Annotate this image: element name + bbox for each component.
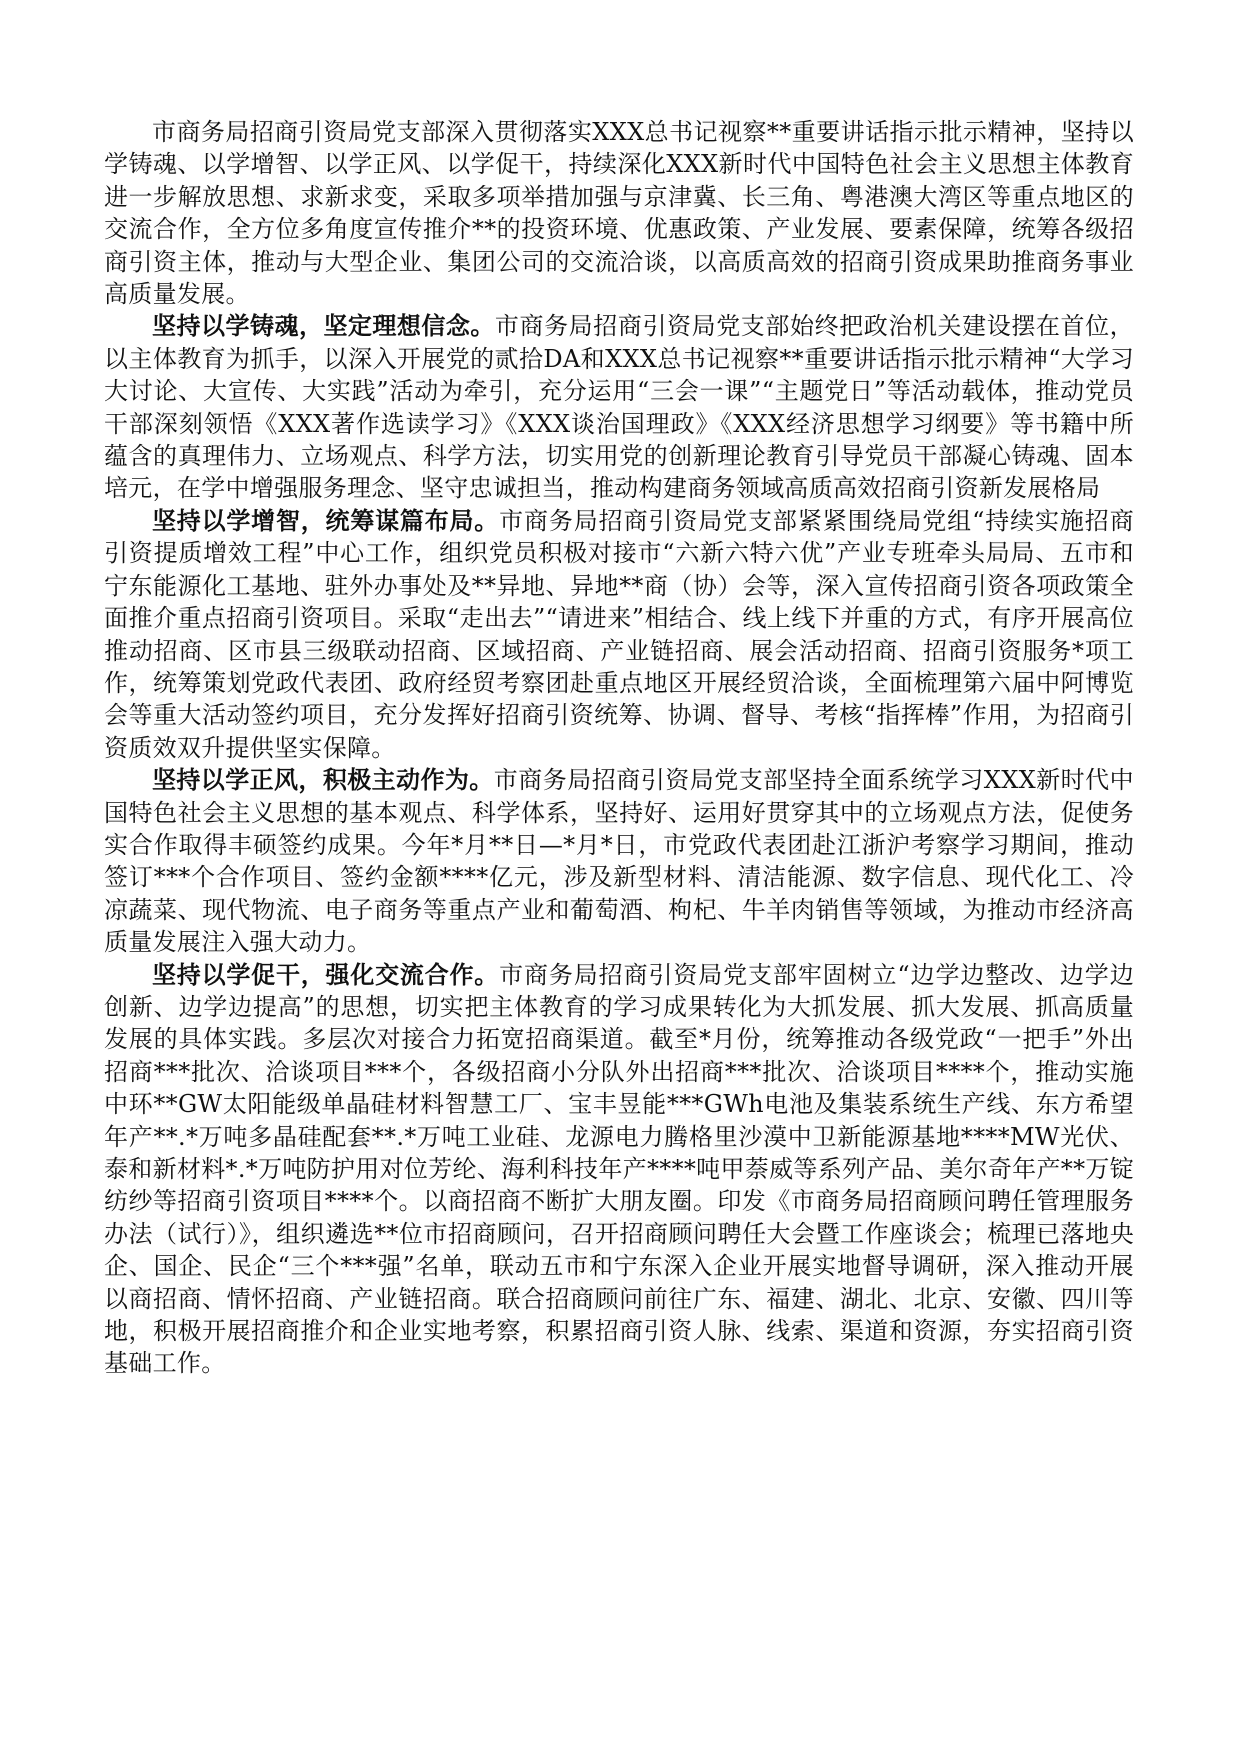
section-paragraph-1 [104, 310, 1134, 504]
section-paragraph-4 [104, 959, 1134, 1380]
paragraph-text: 市商务局招商引资局党支部牢固树立“边学边整改、边学边创新、边学边提高”的思想，切实把主体教育的学习成果转化为大抓发展、抓大发展、抓高质量发展的具体实践。多层次对接合力拓宽招商渠道。截至*月份，统筹推动各级党政“一把手”外出招商***批次、洽谈项目***个，各级招商小分队外出招商***批次、洽谈项目****个，推动实施中环**GW太阳能级单晶硅材料智慧工厂、宝丰昱能***GWh电池及集装系统生产线、东方希望年产**.*万吨多晶硅配套**.*万吨工业硅、龙源电力腾格里沙漠中卫新能源基地****MW光伏、泰和新材料*.*万吨防护用对位芳纶、海利科技年产****吨甲萘威等系列产品、美尔奇年产**万锭纺纱等招商引资项目****个。以商招商不断扩大朋友圈。印发《市商务局招商顾问聘任管理服务办法（试行）》，组织遴选**位市招商顾问，召开招商顾问聘任大会暨工作座谈会；梳理已落地央企、国企、民企“三个***强”名单，联动五市和宁东深入企业开展实地督导调研，深入推动开展以商招商、情怀招商、产业链招商。联合招商顾问前往广东、福建、湖北、北京、安徽、四川等地，积极开展招商推介和企业实地考察，积累招商引资人脉、线索、渠道和资源，夯实招商引资基础工作。 [104, 960, 1134, 1378]
paragraph-text: 市商务局招商引资局党支部深入贯彻落实XXX总书记视察**重要讲话指示批示精神，坚持以学铸魂、以学增智、以学正风、以学促干，持续深化XXX新时代中国特色社会主义思想主体教育进一步解放思想、求新求变，采取多项举措加强与京津冀、长三角、粤港澳大湾区等重点地区的交流合作，全方位多角度宣传推介**的投资环境、优惠政策、产业发展、要素保障，统筹各级招商引资主体，推动与大型企业、集团公司的交流洽谈，以高质高效的招商引资成果助推商务事业高质量发展。 [104, 118, 1134, 309]
section-heading: 坚持以学铸魂，坚定理想信念。 [152, 312, 495, 341]
section-heading: 坚持以学促干，强化交流合作。 [152, 960, 500, 989]
intro-paragraph [104, 116, 1134, 310]
paragraph-text: 市商务局招商引资局党支部紧紧围绕局党组“持续实施招商引资提质增效工程”中心工作，组织党员积极对接市“六新六特六优”产业专班牵头局局、五市和宁东能源化工基地、驻外办事处及**异地、异地**商（协）会等，深入宣传招商引资各项政策全面推介重点招商引资项目。采取“走出去”“请进来”相结合、线上线下并重的方式，有序开展高位推动招商、区市县三级联动招商、区域招商、产业链招商、展会活动招商、招商引资服务*项工作，统筹策划党政代表团、政府经贸考察团赴重点地区开展经贸洽谈，全面梳理第六届中阿博览会等重大活动签约项目，充分发挥好招商引资统筹、协调、督导、考核“指挥棒”作用，为招商引资质效双升提供坚实保障。 [104, 506, 1134, 762]
section-heading: 坚持以学正风，积极主动作为。 [152, 766, 494, 795]
section-paragraph-3 [104, 764, 1134, 958]
document-body [104, 116, 1134, 1380]
section-heading: 坚持以学增智，统筹谋篇布局。 [152, 506, 500, 535]
paragraph-text: 市商务局招商引资局党支部始终把政治机关建设摆在首位，以主体教育为抓手，以深入开展党的贰拾DA和XXX总书记视察**重要讲话指示批示精神“大学习大讨论、大宣传、大实践”活动为牵引，充分运用“三会一课”“主题党日”等活动载体，推动党员干部深刻领悟《XXX著作选读学习》《XXX谈治国理政》《XXX经济思想学习纲要》等书籍中所蕴含的真理伟力、立场观点、科学方法，切实用党的创新理论教育引导党员干部凝心铸魂、固本培元，在学中增强服务理念、坚守忠诚担当，推动构建商务领域高质高效招商引资新发展格局 [104, 312, 1134, 503]
paragraph-text: 市商务局招商引资局党支部坚持全面系统学习XXX新时代中国特色社会主义思想的基本观点、科学体系，坚持好、运用好贯穿其中的立场观点方法，促使务实合作取得丰硕签约成果。今年*月**日—*月*日，市党政代表团赴江浙沪考察学习期间，推动签订***个合作项目、签约金额****亿元，涉及新型材料、清洁能源、数字信息、现代化工、冷凉蔬菜、现代物流、电子商务等重点产业和葡萄酒、枸杞、牛羊肉销售等领域，为推动市经济高质量发展注入强大动力。 [104, 766, 1134, 957]
section-paragraph-2 [104, 505, 1134, 764]
